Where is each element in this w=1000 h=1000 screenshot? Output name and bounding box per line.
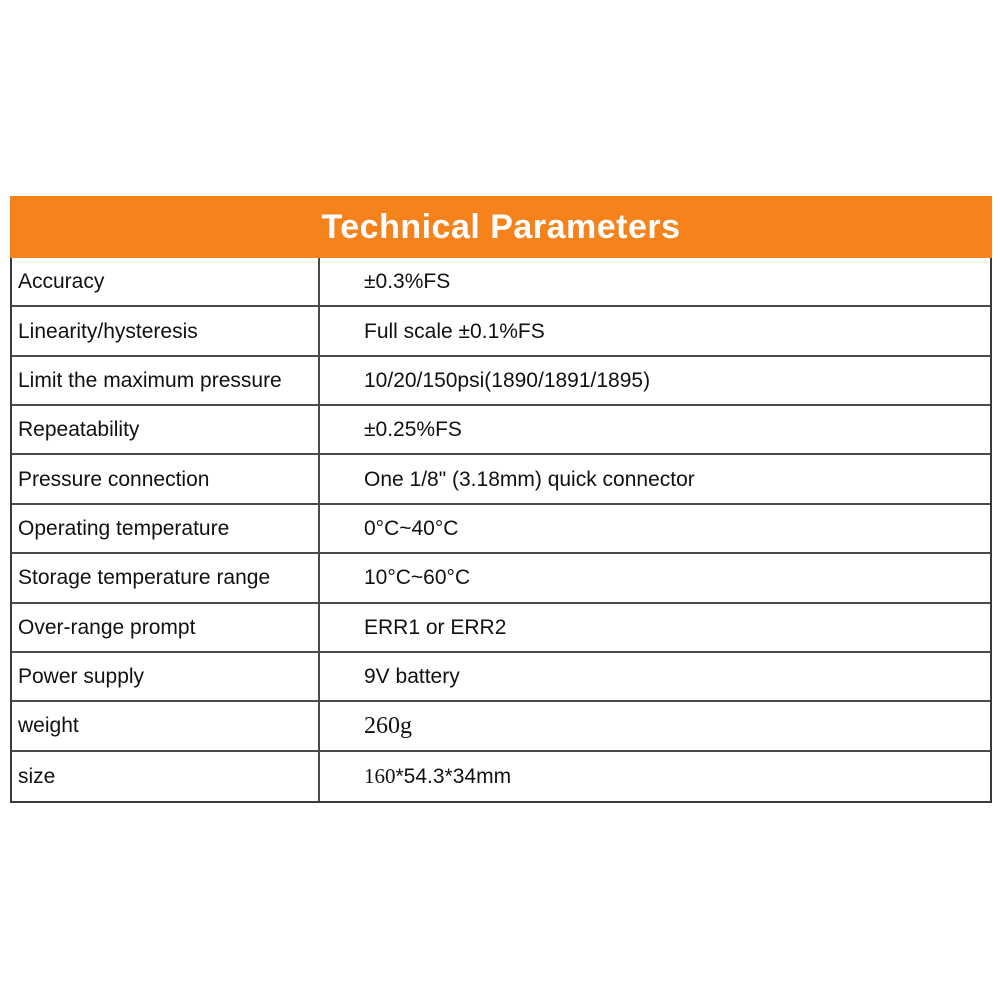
spec-label: Over-range prompt <box>12 604 320 651</box>
spec-value-text: 10/20/150psi(1890/1891/1895) <box>364 368 651 392</box>
table-row <box>12 406 990 455</box>
table-row <box>12 455 990 504</box>
spec-label: Power supply <box>12 653 320 700</box>
spec-value <box>320 554 990 601</box>
spec-value <box>320 455 990 502</box>
spec-label: Limit the maximum pressure <box>12 357 320 404</box>
spec-value <box>320 357 990 404</box>
spec-label: Repeatability <box>12 406 320 453</box>
spec-value <box>320 702 990 749</box>
spec-value <box>320 604 990 651</box>
spec-value <box>320 258 990 305</box>
spec-value <box>320 406 990 453</box>
spec-value-text: ERR1 or ERR2 <box>364 615 507 639</box>
table-row <box>12 604 990 653</box>
spec-value-text: Full scale ±0.1%FS <box>364 319 545 343</box>
spec-value <box>320 505 990 552</box>
spec-label: Linearity/hysteresis <box>12 307 320 354</box>
spec-label: Storage temperature range <box>12 554 320 601</box>
spec-label: weight <box>12 702 320 749</box>
table-row <box>12 307 990 356</box>
spec-label: Accuracy <box>12 258 320 305</box>
spec-label: size <box>12 752 320 801</box>
spec-value-text: 0°C~40°C <box>364 516 459 540</box>
spec-table <box>10 258 992 803</box>
table-row <box>12 258 990 307</box>
spec-value <box>320 752 990 801</box>
table-row <box>12 505 990 554</box>
spec-value <box>320 653 990 700</box>
spec-label: Operating temperature <box>12 505 320 552</box>
spec-value-text: 9V battery <box>364 665 460 689</box>
spec-value-text: 160 <box>364 763 396 788</box>
spec-value-text: ±0.25%FS <box>364 418 462 442</box>
page-title: Technical Parameters <box>321 207 681 246</box>
spec-label: Pressure connection <box>12 455 320 502</box>
table-header-banner <box>10 196 992 258</box>
table-row <box>12 752 990 801</box>
table-row <box>12 357 990 406</box>
table-row <box>12 702 990 751</box>
spec-value-text: One 1/8" (3.18mm) quick connector <box>364 467 695 491</box>
spec-value-text-suffix: *54.3*34mm <box>395 764 512 788</box>
spec-value-text: ±0.3%FS <box>364 270 451 294</box>
spec-value-text: 10°C~60°C <box>364 566 471 590</box>
spec-value <box>320 307 990 354</box>
table-row <box>12 653 990 702</box>
spec-sheet <box>10 196 992 803</box>
spec-value-text: 260g <box>364 712 412 739</box>
table-row <box>12 554 990 603</box>
